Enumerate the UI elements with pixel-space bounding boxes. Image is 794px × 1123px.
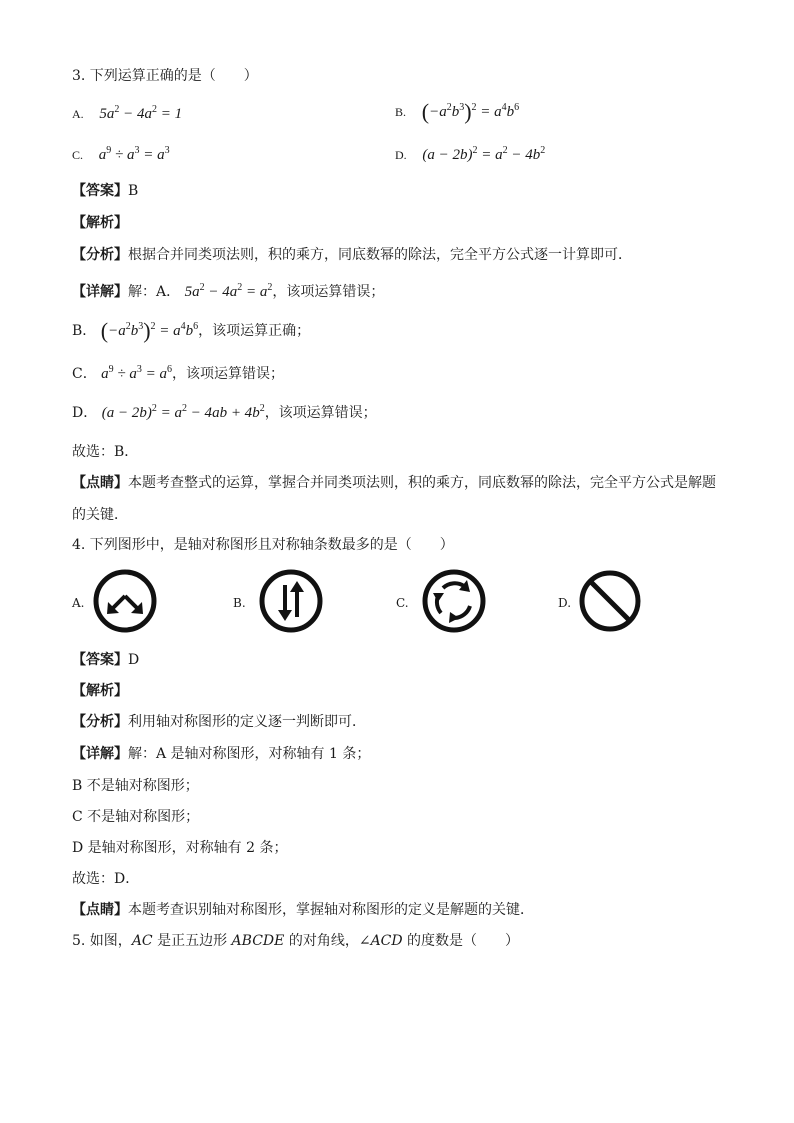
q4-stem: 4. 下列图形中，是轴对称图形且对称轴条数最多的是（ ） <box>72 537 454 553</box>
q3-analysis-tag: 【解析】 <box>72 215 128 231</box>
answer-value: D <box>128 652 140 668</box>
q4-analysis-tag: 【解析】 <box>72 683 128 699</box>
q3-step-c <box>72 365 284 383</box>
answer-tag: 【答案】 <box>72 183 128 199</box>
step-text: ，该项运算正确； <box>198 323 311 339</box>
answer-value: B <box>128 183 139 199</box>
option-label: C. <box>72 148 84 162</box>
roundabout-sign-icon <box>421 568 487 634</box>
q3-option-c <box>72 146 170 164</box>
step-text: ，该项运算错误； <box>264 405 377 421</box>
step-expression: $(-a^2b^3)^2 = a^4b^6$ <box>100 318 199 343</box>
dianjing-text: 本题考查整式的运算，掌握合并同类项法则，积的乘方，同底数幂的除法，完全平方公式是解题 <box>128 475 716 491</box>
q3-option-d <box>395 146 545 164</box>
up-down-arrows-sign-icon <box>258 568 324 634</box>
option-label: C. <box>396 596 409 610</box>
fenxi-text: 根据合并同类项法则，积的乘方，同底数幂的除法，完全平方公式逐一计算即可． <box>128 247 632 263</box>
q4-step-b: B 不是轴对称图形； <box>72 778 199 794</box>
option-label: A. <box>72 596 85 610</box>
dianjing-tag: 【点睛】 <box>72 902 128 918</box>
q5-stem: 5. 如图，AC 是正五边形 ABCDE 的对角线，∠ACD 的度数是（ ） <box>72 933 520 949</box>
xiangjie-tag: 【详解】 <box>72 746 128 762</box>
q4-step-c: C 不是轴对称图形； <box>72 809 200 825</box>
xiangjie-tag: 【详解】 <box>72 284 128 300</box>
q3-answer <box>72 182 138 200</box>
step-expression: $5a^2 - 4a^2 = a^2$ <box>184 282 273 300</box>
dianjing-tag: 【点睛】 <box>72 475 128 491</box>
step-prefix: D． <box>72 405 98 421</box>
q4-answer <box>72 651 139 669</box>
step-text: ，该项运算错误； <box>172 366 285 382</box>
q3-xiangjie-a <box>72 283 384 301</box>
step-prefix: B． <box>72 323 97 339</box>
step-text: ，该项运算错误； <box>272 284 385 300</box>
step-prefix: C． <box>72 366 97 382</box>
q4-step-d: D 是轴对称图形，对称轴有 2 条； <box>72 840 288 856</box>
q3-fenxi <box>72 246 632 264</box>
option-expression: $(-a^2b^3)^2 = a^4b^6$ <box>421 99 520 124</box>
q3-step-b <box>72 318 311 343</box>
option-expression: $5a^2 - 4a^2 = 1$ <box>99 104 183 122</box>
q3-stem: 3. 下列运算正确的是（ ） <box>72 68 258 84</box>
diagonal-arrows-sign-icon <box>92 568 158 634</box>
fenxi-tag: 【分析】 <box>72 247 128 263</box>
step-expression: $a^9 \div a^3 = a^6$ <box>101 364 173 382</box>
q3-step-d <box>72 404 377 422</box>
q3-option-a <box>72 105 182 123</box>
fenxi-tag: 【分析】 <box>72 714 128 730</box>
xiangjie-prefix: 解：A． <box>128 284 181 300</box>
option-label: B. <box>233 596 246 610</box>
q3-conclusion: 故选：B． <box>72 444 139 460</box>
option-label: D. <box>395 148 407 162</box>
answer-tag: 【答案】 <box>72 652 128 668</box>
q4-fenxi <box>72 713 366 731</box>
fenxi-text: 利用轴对称图形的定义逐一判断即可． <box>128 714 366 730</box>
q4-dianjing <box>72 901 534 919</box>
option-label: D. <box>558 596 572 610</box>
xiangjie-text: 解：A 是轴对称图形，对称轴有 1 条； <box>128 746 371 762</box>
q4-options <box>0 568 794 640</box>
prohibition-sign-icon <box>577 568 643 634</box>
q3-dianjing <box>72 474 716 492</box>
option-label: A. <box>72 107 84 121</box>
q4-xiangjie <box>72 745 370 763</box>
q3-option-b <box>395 99 520 124</box>
dianjing-text: 本题考查识别轴对称图形，掌握轴对称图形的定义是解题的关键． <box>128 902 534 918</box>
step-expression: $(a - 2b)^2 = a^2 - 4ab + 4b^2$ <box>101 403 265 421</box>
option-label: B. <box>395 105 407 119</box>
q3-dianjing-cont: 的关键． <box>72 507 128 523</box>
q4-conclusion: 故选：D． <box>72 871 140 887</box>
option-expression: $(a - 2b)^2 = a^2 - 4b^2$ <box>422 145 546 163</box>
option-expression: $a^9 \div a^3 = a^3$ <box>98 145 170 163</box>
